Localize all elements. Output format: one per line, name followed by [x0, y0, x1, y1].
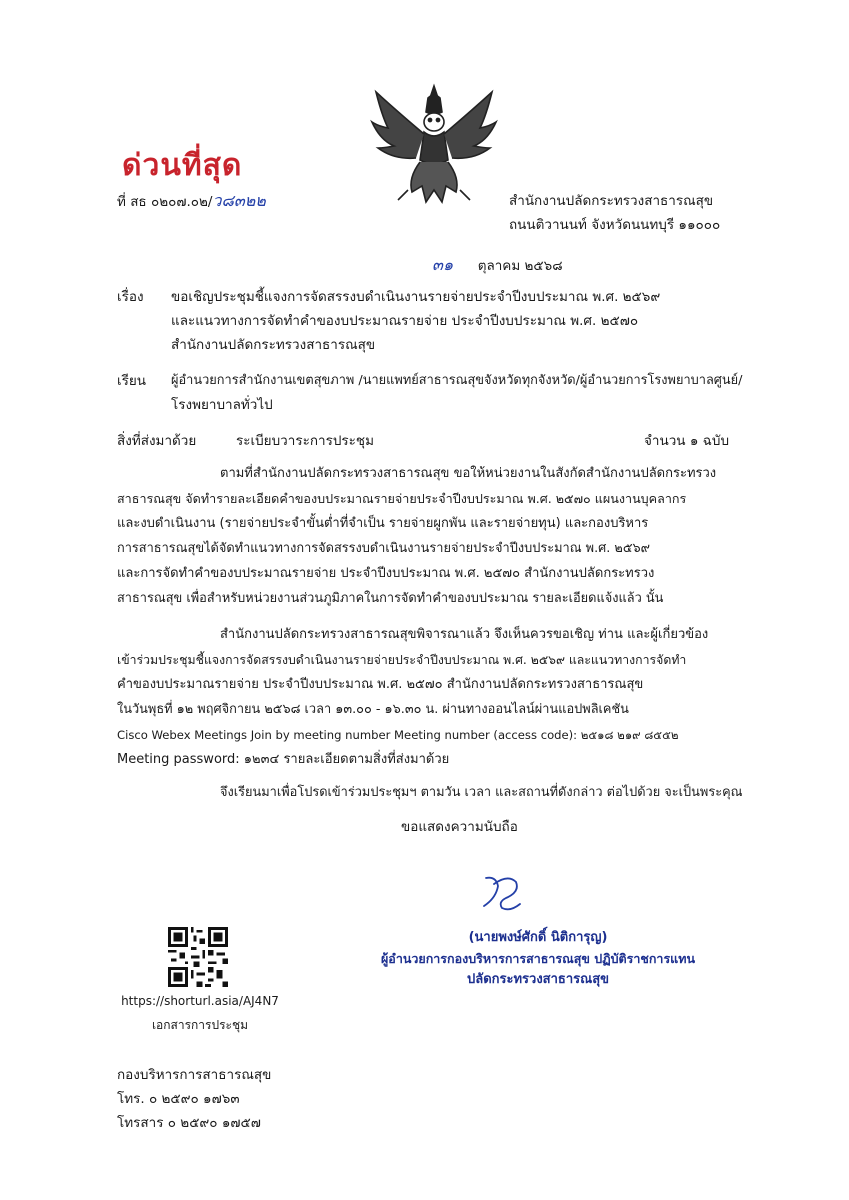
subject-line-3: สำนักงานปลัดกระทรวงสาธารณสุข: [171, 337, 376, 353]
subject-line-1: ขอเชิญประชุมชี้แจงการจัดสรรงบดำเนินงานรายจ่ายประจำปีงบประมาณ พ.ศ. ๒๕๖๙: [171, 289, 661, 305]
enclosure-count: จำนวน ๑ ฉบับ: [644, 433, 730, 449]
document-number: [117, 190, 266, 213]
body-para2-line: ในวันพุธที่ ๑๒ พฤศจิกายน ๒๕๖๘ เวลา ๑๓.๐๐ - ๑๖.๓๐ น. ผ่านทางออนไลน์ผ่านแอปพลิเคชัน: [117, 702, 629, 717]
office-name: สำนักงานปลัดกระทรวงสาธารณสุข: [509, 193, 714, 209]
signatory-title-1: ผู้อำนวยการกองบริหารการสาธารณสุข ปฏิบัติราชการแทน: [380, 951, 695, 966]
qr-caption: เอกสารการประชุม: [151, 1018, 249, 1032]
body-para1-line: การสาธารณสุขได้จัดทำแนวทางการจัดสรรงบดำเนินงานรายจ่ายประจำปีงบประมาณ พ.ศ. ๒๕๖๙: [117, 541, 651, 556]
body-para3: จึงเรียนมาเพื่อโปรดเข้าร่วมประชุมฯ ตามวัน เวลา และสถานที่ดังกล่าว ต่อไปด้วย จะเป็นพระคุณ: [220, 785, 743, 800]
garuda-emblem-icon: [368, 82, 500, 208]
enclosure-item: ระเบียบวาระการประชุม: [236, 433, 374, 449]
body-para1-line: และงบดำเนินงาน (รายจ่ายประจำขั้นต่ำที่จำเป็น รายจ่ายผูกพัน และรายจ่ายทุน) และกองบริหาร: [117, 516, 649, 531]
date-month-year: ตุลาคม ๒๕๖๘: [477, 258, 563, 274]
body-para2-line: สำนักงานปลัดกระทรวงสาธารณสุขพิจารณาแล้ว จึงเห็นควรขอเชิญ ท่าน และผู้เกี่ยวข้อง: [220, 627, 709, 642]
subject-line-2: และแนวทางการจัดทำคำของบประมาณรายจ่าย ประจำปีงบประมาณ พ.ศ. ๒๕๗๐: [171, 313, 639, 329]
document-date: [432, 254, 563, 277]
footer-department: กองบริหารการสาธารณสุข: [117, 1067, 272, 1083]
recipient-line-1: ผู้อำนวยการสำนักงานเขตสุขภาพ /นายแพทย์สาธารณสุขจังหวัดทุกจังหวัด/ผู้อำนวยการโรงพยาบาลศูนย์/: [171, 373, 743, 388]
closing-salutation: ขอแสดงความนับถือ: [401, 819, 518, 835]
body-para1-line: ตามที่สำนักงานปลัดกระทรวงสาธารณสุข ขอให้หน่วยงานในสังกัดสำนักงานปลัดกระทรวง: [220, 466, 717, 481]
signature-icon: [476, 872, 532, 914]
document-number-prefix: ที่ สธ ๐๒๐๗.๐๒/: [117, 194, 213, 210]
body-para1-line: สาธารณสุข จัดทำรายละเอียดคำของบประมาณรายจ่ายประจำปีงบประมาณ พ.ศ. ๒๕๗๐ แผนงานบุคลากร: [117, 491, 687, 506]
footer-fax: โทรสาร ๐ ๒๕๙๐ ๑๗๕๗: [117, 1115, 261, 1131]
body-para2-line: คำของบประมาณรายจ่าย ประจำปีงบประมาณ พ.ศ. ๒๕๗๐ สำนักงานปลัดกระทรวงสาธารณสุข: [117, 677, 644, 692]
body-para2-line: Cisco Webex Meetings Join by meeting number Meeting number (access code): ๒๕๑๘ ๒๑๙ ๘๕๕๒: [117, 728, 679, 742]
document-number-handwritten: ว๘๓๒๒: [212, 191, 266, 210]
urgency-stamp: ด่วนที่สุด: [122, 148, 243, 183]
enclosure-label: สิ่งที่ส่งมาด้วย: [117, 433, 197, 449]
body-para1-line: และการจัดทำคำของบประมาณรายจ่าย ประจำปีงบประมาณ พ.ศ. ๒๕๗๐ สำนักงานปลัดกระทรวง: [117, 566, 655, 581]
footer-telephone: โทร. ๐ ๒๕๙๐ ๑๗๖๓: [117, 1091, 240, 1107]
subject-label: เรื่อง: [117, 289, 144, 305]
qr-url[interactable]: https://shorturl.asia/AJ4N7: [121, 994, 279, 1008]
qr-code-icon: [168, 927, 228, 987]
date-day-handwritten: ๓๑: [432, 255, 454, 274]
signatory-title-2: ปลัดกระทรวงสาธารณสุข: [466, 972, 610, 987]
body-para1-line: สาธารณสุข เพื่อสำหรับหน่วยงานส่วนภูมิภาคในการจัดทำคำของบประมาณ รายละเอียดแจ้งแล้ว นั้น: [117, 591, 664, 606]
recipient-label: เรียน: [117, 373, 147, 389]
body-para2-line: เข้าร่วมประชุมชี้แจงการจัดสรรงบดำเนินงานรายจ่ายประจำปีงบประมาณ พ.ศ. ๒๕๖๙ และแนวทางการจัดทำ: [117, 653, 687, 667]
body-para2-line: Meeting password: ๑๒๓๔ รายละเอียดตามสิ่งที่ส่งมาด้วย: [117, 752, 450, 767]
recipient-line-2: โรงพยาบาลทั่วไป: [171, 397, 273, 413]
office-address: ถนนติวานนท์ จังหวัดนนทบุรี ๑๑๐๐๐: [509, 217, 721, 233]
signatory-name: (นายพงษ์ศักดิ์ นิติการุญ): [468, 930, 608, 945]
